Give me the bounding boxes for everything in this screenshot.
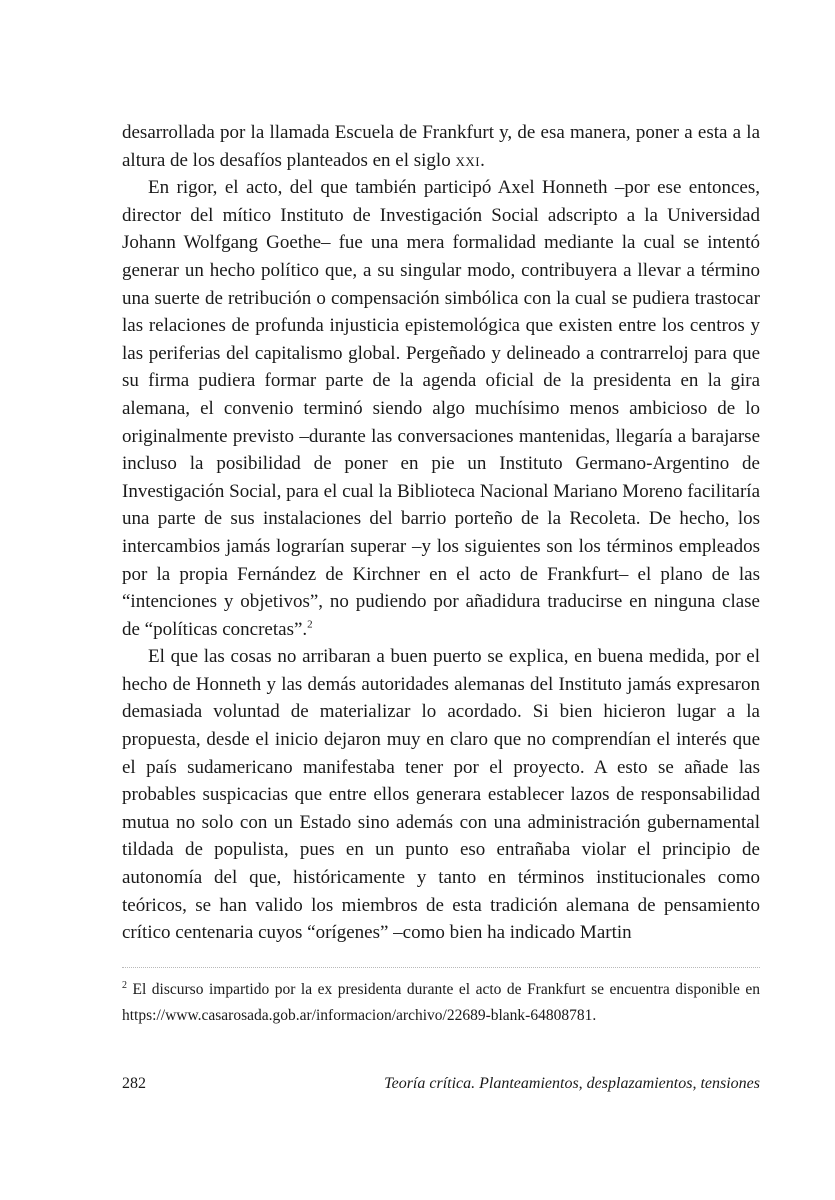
paragraph-1-text: desarrollada por la llamada Escuela de Frankfurt y, de esa manera, poner a esta a la altura de los desafíos planteados en el siglo [122,122,760,171]
footnote-text: El discurso impartido por la ex presidenta durante el acto de Frankfurt se encuentra disponible en https://www.casarosada.gob.ar/informacion/archivo/22689-blank-64808781. [122,981,760,1024]
footnote-separator [122,967,760,968]
footnote [122,977,760,1029]
paragraph-2-text: En rigor, el acto, del que también participó Axel Honneth –por ese entonces, director del mítico Instituto de Investigación Social adscripto a la Universidad Johann Wolfgang Goethe– fue una mera formalidad mediante la cual se intentó generar un hecho político que, a su singular modo, contribuyera a llevar a término una suerte de retribución o compensación simbólica con la cual se pudiera trastocar las relaciones de profunda injusticia epistemológica que existen entre los centros y las periferias del capitalismo global. Pergeñado y delineado a contrarreloj para que su firma pudiera formar parte de la agenda oficial de la presidenta en la gira alemana, el convenio terminó siendo algo muchísimo menos ambicioso de lo originalmente previsto –durante las conversaciones mantenidas, llegaría a barajarse incluso la posibilidad de poner en pie un Instituto Germano-Argentino de Investigación Social, para el cual la Biblioteca Nacional Mariano Moreno facilitaría una parte de sus instalaciones del barrio porteño de la Recoleta. De hecho, los intercambios jamás lograrían superar –y los siguientes son los términos empleados por la propia Fernández de Kirchner en el acto de Frankfurt– el plano de las “intenciones y objetivos”, no pudiendo por añadidura traducirse en ninguna clase de “políticas concretas”. [122,177,760,640]
footnote-reference: 2 [307,618,313,631]
paragraph-2 [122,174,760,643]
paragraph-1 [122,119,760,174]
paragraph-1-end: . [480,149,485,171]
footnote-number: 2 [122,979,127,991]
paragraph-3-text: El que las cosas no arribaran a buen puerto se explica, en buena medida, por el hecho de Honneth y las demás autoridades alemanas del Instituto jamás expresaron demasiada voluntad de materializar lo acordado. Si bien hicieron lugar a la propuesta, desde el inicio dejaron muy en claro que no comprendían el interés que el país sudamericano manifestaba tener por el proyecto. A esto se añade las probables suspicacias que entre ellos generara establecer lazos de responsabilidad mutua no solo con un Estado sino además con una administración gubernamental tildada de populista, pues en un punto eso entrañaba violar el principio de autonomía del que, históricamente y tanto en términos institucionales como teóricos, se han valido los miembros de esta tradición alemana de pensamiento crítico centenaria cuyos “orígenes” –como bien ha indicado Martin [122,646,760,944]
paragraph-3 [122,643,760,947]
page-number: 282 [122,1075,146,1092]
main-text [122,119,760,947]
running-title: Teoría crítica. Planteamientos, desplazamientos, tensiones [384,1075,760,1092]
century-numeral: xxi [455,149,481,171]
